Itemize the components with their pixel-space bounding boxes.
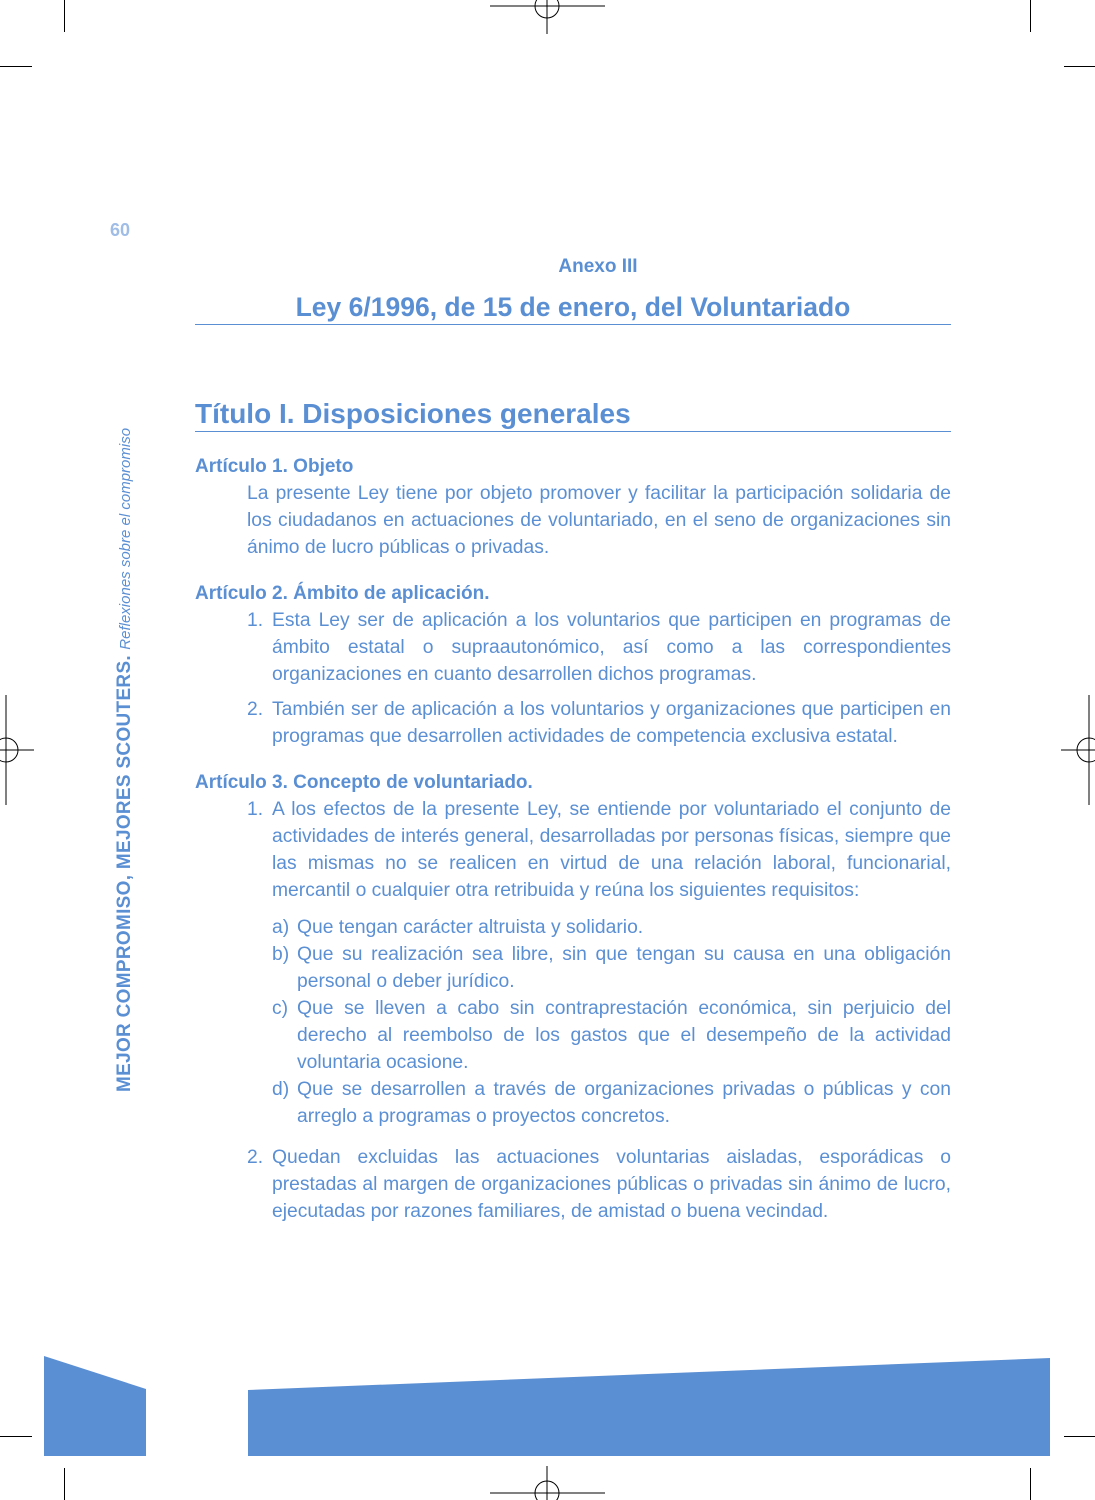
sub-item bbox=[272, 941, 951, 995]
item-number: 2. bbox=[247, 1147, 264, 1168]
registration-mark-icon bbox=[490, 0, 605, 34]
article-heading: Artículo 2. Ámbito de aplicación. bbox=[195, 583, 490, 604]
sub-item bbox=[272, 995, 951, 1076]
article-items bbox=[195, 607, 951, 750]
sub-item bbox=[272, 1076, 951, 1130]
registration-mark-icon bbox=[0, 695, 34, 805]
registration-mark-icon bbox=[1061, 695, 1095, 805]
sub-item-label: d) bbox=[272, 1079, 290, 1100]
list-item bbox=[247, 1144, 951, 1225]
item-text: A los efectos de la presente Ley, se entiende por voluntariado el conjunto de actividades de interés general, desarrolladas por personas físicas, siempre que las mismas no se realicen en virtud de una relación laboral, funcionarial, mercantil o cualquier otra retribuida y reúna los siguientes requisitos: bbox=[272, 799, 951, 901]
list-item bbox=[247, 607, 951, 688]
item-text: Esta Ley ser de aplicación a los voluntarios que participen en programas de ámbito estatal o supraautonómico, así como a las correspondientes organizaciones en cuanto desarrollen dichos programas. bbox=[272, 610, 951, 685]
running-title-bold: MEJOR COMPROMISO, MEJORES SCOUTERS. bbox=[114, 655, 135, 1092]
sub-item-text: Que su realización sea libre, sin que tengan su causa en una obligación personal o deber jurídico. bbox=[297, 944, 951, 992]
sub-items bbox=[195, 914, 951, 1130]
article-heading: Artículo 1. Objeto bbox=[195, 456, 354, 477]
decorative-band-left bbox=[44, 1356, 148, 1456]
item-text: También ser de aplicación a los voluntarios y organizaciones que participen en programas que desarrollen actividades de competencia exclusiva estatal. bbox=[272, 699, 951, 747]
annex-label: Anexo III bbox=[558, 256, 638, 277]
sub-item-text: Que se desarrollen a través de organizaciones privadas o públicas y con arreglo a programas o proyectos concretos. bbox=[297, 1079, 951, 1127]
item-number: 1. bbox=[247, 610, 264, 631]
sub-item bbox=[272, 914, 951, 941]
section-title: Título I. Disposiciones generales bbox=[195, 398, 951, 432]
article-heading: Artículo 3. Concepto de voluntariado. bbox=[195, 772, 533, 793]
list-item bbox=[247, 696, 951, 750]
article-items bbox=[195, 796, 951, 904]
sub-item-label: c) bbox=[272, 998, 289, 1019]
item-number: 2. bbox=[247, 699, 264, 720]
page-content bbox=[195, 256, 951, 1225]
registration-mark-icon bbox=[490, 1466, 605, 1500]
law-title: Ley 6/1996, de 15 de enero, del Voluntariado bbox=[195, 292, 951, 325]
sub-item-label: b) bbox=[272, 944, 290, 965]
sub-item-text: Que se lleven a cabo sin contraprestación económica, sin perjuicio del derecho al reembolso de los gastos que el desempeño de la actividad voluntaria ocasione. bbox=[297, 998, 951, 1073]
sub-item-text: Que tengan carácter altruista y solidario. bbox=[297, 917, 644, 938]
page-number: 60 bbox=[110, 220, 131, 240]
item-text: Quedan excluidas las actuaciones voluntarias aisladas, esporádicas o prestadas al margen de organizaciones públicas o privadas sin ánimo de lucro, ejecutadas por razones familiares, de amistad o buena vecindad. bbox=[272, 1147, 951, 1222]
decorative-band-right bbox=[246, 1356, 1052, 1456]
article-text: La presente Ley tiene por objeto promover y facilitar la participación solidaria de los ciudadanos en actuaciones de voluntariado, en el seno de organizaciones sin ánimo de lucro públicas o privadas. bbox=[247, 483, 951, 558]
list-item bbox=[247, 796, 951, 904]
item-number: 1. bbox=[247, 799, 264, 820]
running-title bbox=[112, 262, 139, 1092]
running-title-italic: Reflexiones sobre el compromiso bbox=[117, 427, 134, 650]
sub-item-label: a) bbox=[272, 917, 290, 938]
